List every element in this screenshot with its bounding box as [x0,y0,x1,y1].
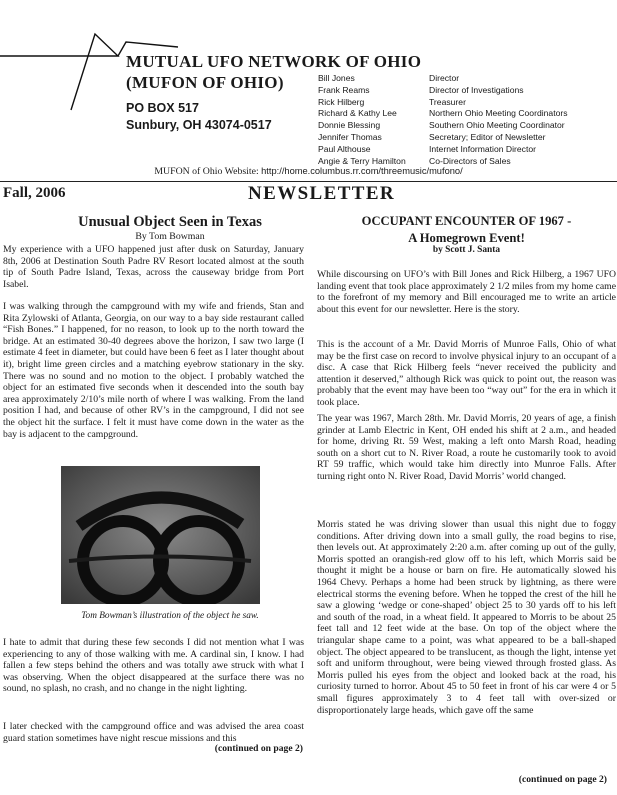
website-url[interactable]: http://home.columbus.rr.com/threemusic/mufono/ [261,166,463,176]
newsletter-title: NEWSLETTER [248,183,396,204]
staff-roles-column [429,73,568,167]
left-continued-note: (continued on page 2) [214,743,303,754]
staff-name: Angie & Terry Hamilton [318,155,406,166]
website-line [0,166,617,177]
issue-date: Fall, 2006 [3,185,66,201]
right-article-headline: OCCUPANT ENCOUNTER OF 1967 - [361,214,572,228]
staff-name: Bill Jones [318,73,355,83]
staff-name: Frank Reams [318,84,370,95]
right-article-paragraph: Morris stated he was driving slower than usual this night due to foggy conditions. After driving down into a small gully, the road begins to rise, then levels out. At approximately 2:20 a.m. after coming up out of the gully, Morris spotted an orangish-red glow off to his left, which Morris said be thought it might be a house or barn on fire. He automatically slowed his 1964 Chevy. Perhaps a home had been struck by lightning, as there were electrical storms the evening before. When he topped the crest of the hill he saw a glowing ‘wedge or cone-shaped’ object 25 to 30 yards off to his left and south of the road, in a wheat field. It appeared to Morris to be about 25 feet tall and 12 feet wide at the base. On top of the object where the triangular shape came to a point, was what appeared to be a ball-shaped object. The object appeared to be translucent, as though the light, intense yet soft and uniform throughout, were being viewed through frosted glass. As Morris pulled his eyes from the object and looked back at the road, his curiosity turned to horror. About 45 to 50 feet in front of his car were 4 or 5 small figures approximately 3 to 4 feet tall with over-sized or disproportionately large heads, which gave off the same [317,519,616,716]
right-continued-note: (continued on page 2) [518,774,607,785]
left-article-paragraph: My experience with a UFO happened just after dusk on Saturday, January 8th, 2006 at Destination South Padre RV Resort located almost at the south tip of South Padre Island, Texas, across the causeway bridge from Port Isabel. [3,244,304,290]
left-article-paragraph: I was walking through the campground with my wife and friends, Stan and Rita Zylowski of Atlanta, Georgia, on our way to a bay side restaurant called “Fish Bones.” I happened, for no reason, to look up to the north toward the bridge. At an estimated 30-40 degrees above the horizon, I saw two large (I estimate 4 feet in diameter, but could have been 6 feet as I later thought about it), bright lime green circles and a matching eyebrow stationary in the sky. There was no sound and no motion to the object. I probably watched the object for an estimated five seconds when it descended into the south bay area approximately 2/10’s mile north of where I was walking. From the land position I had, and because of other RV’s in the campground, I did not see the object hit the surface. I felt it must have come down in the water as the bay is adjacent to the campground. [3,301,304,440]
staff-role: Southern Ohio Meeting Coordinator [429,120,565,131]
staff-role: Treasurer [429,96,466,107]
staff-name: Donnie Blessing [318,120,381,131]
org-name-line1: MUTUAL UFO NETWORK OF OHIO [126,52,422,71]
left-article-paragraph: I later checked with the campground office and was advised the area coast guard station sometimes have night rescue missions and this [3,721,304,744]
staff-role: Director of Investigations [429,84,524,95]
staff-role: Internet Information Director [429,143,536,154]
staff-name: Rick Hilberg [318,96,365,107]
illustration-caption: Tom Bowman’s illustration of the object he saw. [81,611,259,621]
right-article-paragraph: The year was 1967, March 28th. Mr. David Morris, 20 years of age, a finish grinder at Lamb Electric in Kent, OH ended his shift at 2 a.m., and headed for home, driving Rt. 59 West, making a left onto Marsh Road, heading south on a short cut to N. River Road, a route he customarily took to avoid RT 59 traffic, which would take him directly into Munroe Falls. After turning right onto N. River Road, David Morris’ world changed. [317,413,616,482]
staff-name: Richard & Kathy Lee [318,108,397,119]
left-article-paragraph: I hate to admit that during these few seconds I did not mention what I was experiencing to any of those walking with me. A cardinal sin, I know. I had fallen a few steps behind the others and was totally awe struck with what I was observing. When the object disappeared at the surface there was no sound, no splash, no crash, and no change in the night lighting. [3,637,304,695]
staff-role: Northern Ohio Meeting Coordinators [429,108,568,119]
address-city: Sunbury, OH 43074-0517 [126,118,272,132]
left-article-headline: Unusual Object Seen in Texas [78,214,262,230]
website-label: MUFON of Ohio Website: [154,166,259,177]
left-article-byline: By Tom Bowman [135,231,205,242]
right-article-paragraph: This is the account of a Mr. David Morris of Munroe Falls, Ohio of what may be the first case on record to involve physical injury to an occupant of a disc. A case that Rick Hilberg feels “never received the publicity and attention it deserved,” although Rick was quick to point out, the reason was probably that the event may have been too “way out” for the era in which it took place. [317,339,616,408]
right-article-subheadline: A Homegrown Event! [408,231,525,245]
staff-names-column [318,73,406,167]
ufo-illustration [61,466,260,604]
right-article-paragraph: While discoursing on UFO’s with Bill Jones and Rick Hilberg, a 1967 UFO landing event that took place approximately 2 1/2 miles from my home came to the forefront of my memory and Bill encouraged me to write an article about this event for our newsletter. Here is the story. [317,269,616,315]
address-pobox: PO BOX 517 [126,101,199,115]
right-article-byline: by Scott J. Santa [432,245,501,255]
staff-role: Secretary; Editor of Newsletter [429,131,546,142]
staff-name: Jennifer Thomas [318,131,382,142]
staff-role: Co-Directors of Sales [429,155,511,166]
staff-role: Director [429,73,460,83]
staff-name: Paul Althouse [318,143,371,154]
masthead-divider [0,181,617,182]
org-name-line2: (MUFON OF OHIO) [126,73,284,92]
